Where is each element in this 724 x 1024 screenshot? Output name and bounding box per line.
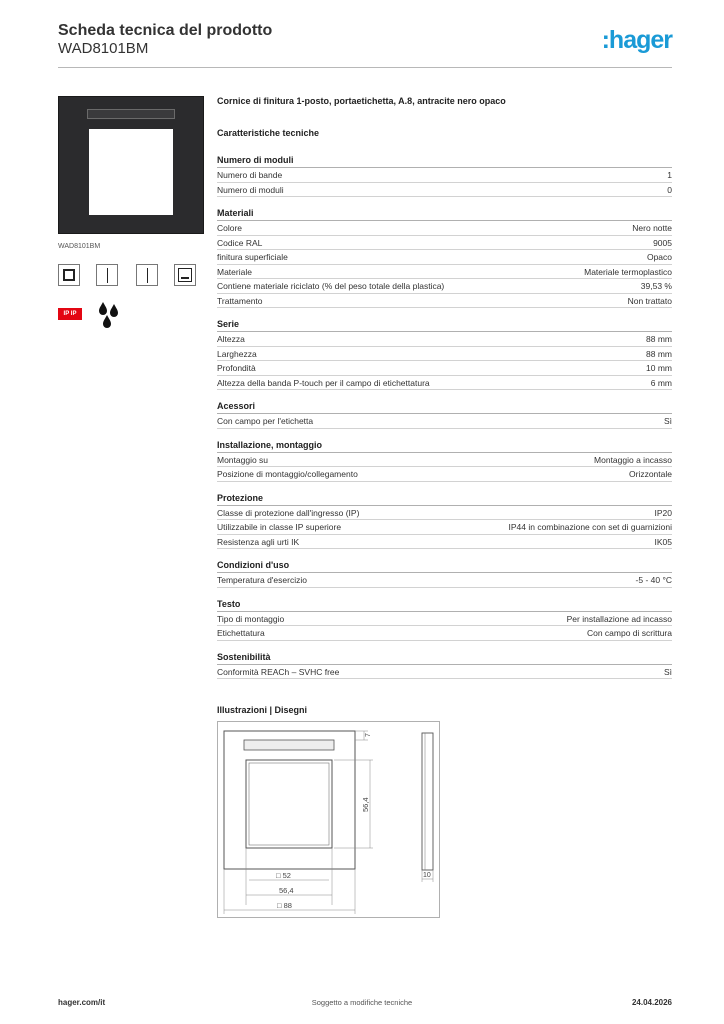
- section-gap: [217, 482, 672, 491]
- section-title: Installazione, montaggio: [217, 438, 672, 453]
- spec-value: Sì: [663, 666, 672, 677]
- vertical-line-icon: [96, 264, 118, 286]
- spec-row: [217, 221, 672, 236]
- page-header: [58, 20, 672, 68]
- spec-value: Per installazione ad incasso: [566, 613, 672, 624]
- section-gap: [217, 641, 672, 650]
- spec-label: Altezza della banda P-touch per il campo di etichettatura: [217, 377, 430, 388]
- section-title: Acessori: [217, 399, 672, 414]
- spec-row: [217, 414, 672, 429]
- spec-value: 88 mm: [646, 348, 672, 359]
- spec-row: [217, 265, 672, 280]
- spec-row: [217, 467, 672, 482]
- vertical-line-icon: [136, 264, 158, 286]
- spec-row: [217, 535, 672, 550]
- spec-value: Orizzontale: [629, 469, 672, 479]
- ip-badge: IP IP: [58, 308, 82, 320]
- product-description: Cornice di finitura 1-posto, portaetichetta, A.8, antracite nero opaco: [217, 96, 506, 106]
- illustrations-title: Illustrazioni | Disegni: [217, 705, 308, 715]
- spec-value: 0: [667, 184, 672, 195]
- spec-label: Temperatura d'esercizio: [217, 575, 307, 585]
- footer-note: Soggetto a modifiche tecniche: [311, 998, 413, 1007]
- spec-label: Larghezza: [217, 348, 257, 359]
- section-title: Materiali: [217, 206, 672, 221]
- spec-row: [217, 168, 672, 183]
- spec-value: 88 mm: [646, 334, 672, 344]
- spec-row: [217, 520, 672, 535]
- spec-label: Tipo di montaggio: [217, 613, 285, 624]
- section-gap: [217, 679, 672, 688]
- spec-value: 9005: [653, 237, 672, 248]
- spec-value: IK05: [654, 536, 672, 547]
- spec-label: Codice RAL: [217, 237, 263, 248]
- spec-label: Trattamento: [217, 295, 263, 306]
- spec-label: Contiene materiale riciclato (% del peso totale della plastica): [217, 281, 445, 291]
- dim-inner-width: 56,4: [279, 886, 294, 895]
- document-title: Scheda tecnica del prodotto: [58, 22, 273, 39]
- screen-label-icon: [174, 264, 196, 286]
- section-gap: [217, 390, 672, 399]
- spec-value: -5 - 40 °C: [635, 575, 672, 585]
- spec-label: Etichettatura: [217, 628, 265, 638]
- spec-label: Montaggio su: [217, 454, 269, 465]
- spec-label: finitura superficiale: [217, 252, 288, 262]
- spec-label: Utilizzabile in classe IP superiore: [217, 522, 342, 532]
- spec-value: Materiale termoplastico: [584, 266, 672, 277]
- spec-label: Altezza: [217, 334, 245, 344]
- spec-row: [217, 376, 672, 391]
- product-image: [58, 96, 204, 234]
- label-strip: [87, 109, 175, 119]
- spec-label: Numero di moduli: [217, 184, 284, 195]
- spec-value: Montaggio a incasso: [594, 454, 672, 465]
- section-title: Protezione: [217, 491, 672, 506]
- spec-label: Resistenza agli urti IK: [217, 536, 300, 547]
- spec-label: Profondità: [217, 363, 256, 373]
- section-gap: [217, 197, 672, 206]
- specifications: [217, 96, 672, 688]
- spec-value: 1: [667, 170, 672, 180]
- spec-row: [217, 347, 672, 362]
- spec-row: [217, 183, 672, 198]
- product-code: WAD8101BM: [58, 40, 149, 57]
- section-gap: [217, 588, 672, 597]
- hager-logo: :hager: [601, 26, 672, 54]
- spec-value: IP44 in combinazione con set di guarnizioni: [508, 522, 672, 532]
- product-image-caption: WAD8101BM: [58, 243, 101, 250]
- spec-label: Colore: [217, 223, 243, 233]
- footer-website[interactable]: hager.com/it: [58, 998, 106, 1007]
- spec-label: Classe di protezione dall'ingresso (IP): [217, 507, 360, 518]
- spec-row: [217, 506, 672, 521]
- spec-row: [217, 294, 672, 309]
- dim-depth: 10: [423, 872, 431, 879]
- spec-row: [217, 612, 672, 627]
- spec-value: Opaco: [646, 252, 672, 262]
- spec-row: [217, 573, 672, 588]
- dim-inner-square: □ 52: [276, 871, 291, 880]
- spec-value: 6 mm: [650, 377, 672, 388]
- spec-label: Materiale: [217, 266, 252, 277]
- section-title: Testo: [217, 597, 672, 612]
- spec-value: 39,53 %: [640, 281, 672, 291]
- spec-row: [217, 332, 672, 347]
- spec-row: [217, 665, 672, 680]
- spec-label: Con campo per l'etichetta: [217, 416, 314, 426]
- footer-date: 24.04.2026: [631, 998, 672, 1007]
- section-gap: [217, 429, 672, 438]
- spec-value: Nero notte: [632, 223, 672, 233]
- dim-strip: 7: [365, 733, 372, 737]
- spec-row: [217, 250, 672, 265]
- frame-opening: [89, 129, 173, 215]
- dim-inner-height: 56,4: [361, 797, 370, 812]
- spec-value: Sì: [663, 416, 672, 426]
- section-gap: [217, 308, 672, 317]
- spec-row: [217, 361, 672, 376]
- spec-value: 10 mm: [646, 363, 672, 373]
- section-title: Numero di moduli: [217, 153, 672, 168]
- spec-row: [217, 626, 672, 641]
- section-title: Sostenibilità: [217, 650, 672, 665]
- spec-row: [217, 453, 672, 468]
- spec-row: [217, 279, 672, 294]
- spec-row: [217, 236, 672, 251]
- specs-heading: Caratteristiche tecniche: [217, 128, 320, 138]
- spec-value: Non trattato: [627, 295, 672, 306]
- technical-drawing: [217, 721, 440, 918]
- dim-outer-square: □ 88: [277, 901, 292, 910]
- spec-label: Numero di bande: [217, 170, 283, 180]
- section-gap: [217, 549, 672, 558]
- section-title: Serie: [217, 317, 672, 332]
- water-drops-icon: [96, 300, 122, 328]
- section-title: Condizioni d'uso: [217, 558, 672, 573]
- spec-value: IP20: [654, 507, 672, 518]
- frame-square-icon: [58, 264, 80, 286]
- spec-label: Conformità REACh – SVHC free: [217, 666, 340, 677]
- spec-value: Con campo di scrittura: [586, 628, 672, 638]
- spec-label: Posizione di montaggio/collegamento: [217, 469, 358, 479]
